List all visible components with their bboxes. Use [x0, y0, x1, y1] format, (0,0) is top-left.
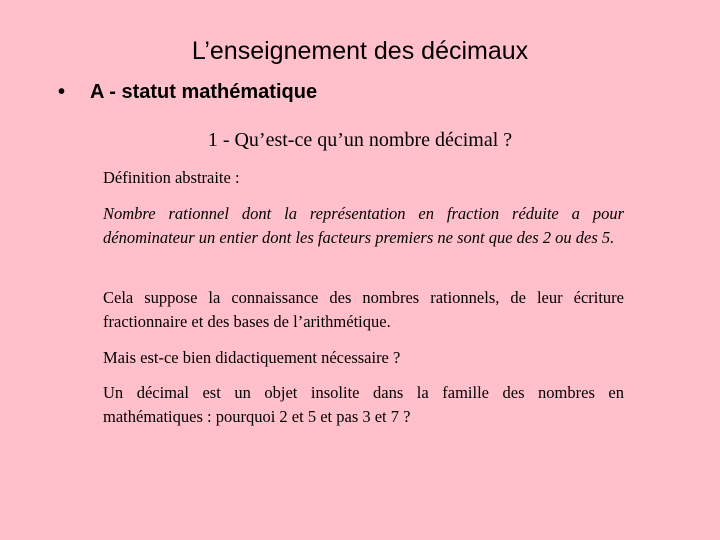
- prerequisites-paragraph: Cela suppose la connaissance des nombres rationnels, de leur écriture fractionnaire et des bases de l’arithmétique.: [103, 288, 624, 331]
- section-subheading: 1 - Qu’est-ce qu’un nombre décimal ?: [207, 129, 513, 151]
- decimal-remark-paragraph: Un décimal est un objet insolite dans la famille des nombres en mathématiques : pourquoi 2 et 5 et pas 3 et 7 ?: [103, 383, 624, 426]
- bullet-icon: •: [58, 81, 66, 103]
- definition-label: Définition abstraite :: [103, 168, 240, 187]
- definition-paragraph: Nombre rationnel dont la représentation en fraction réduite a pour dénominateur un entier dont les facteurs premiers ne sont que des 2 ou des 5.: [103, 204, 624, 247]
- slide-title: L’enseignement des décimaux: [191, 37, 529, 65]
- bullet-item: [58, 78, 317, 106]
- bullet-text: A - statut mathématique: [90, 81, 318, 103]
- question-paragraph: Mais est-ce bien didactiquement nécessaire ?: [103, 348, 401, 367]
